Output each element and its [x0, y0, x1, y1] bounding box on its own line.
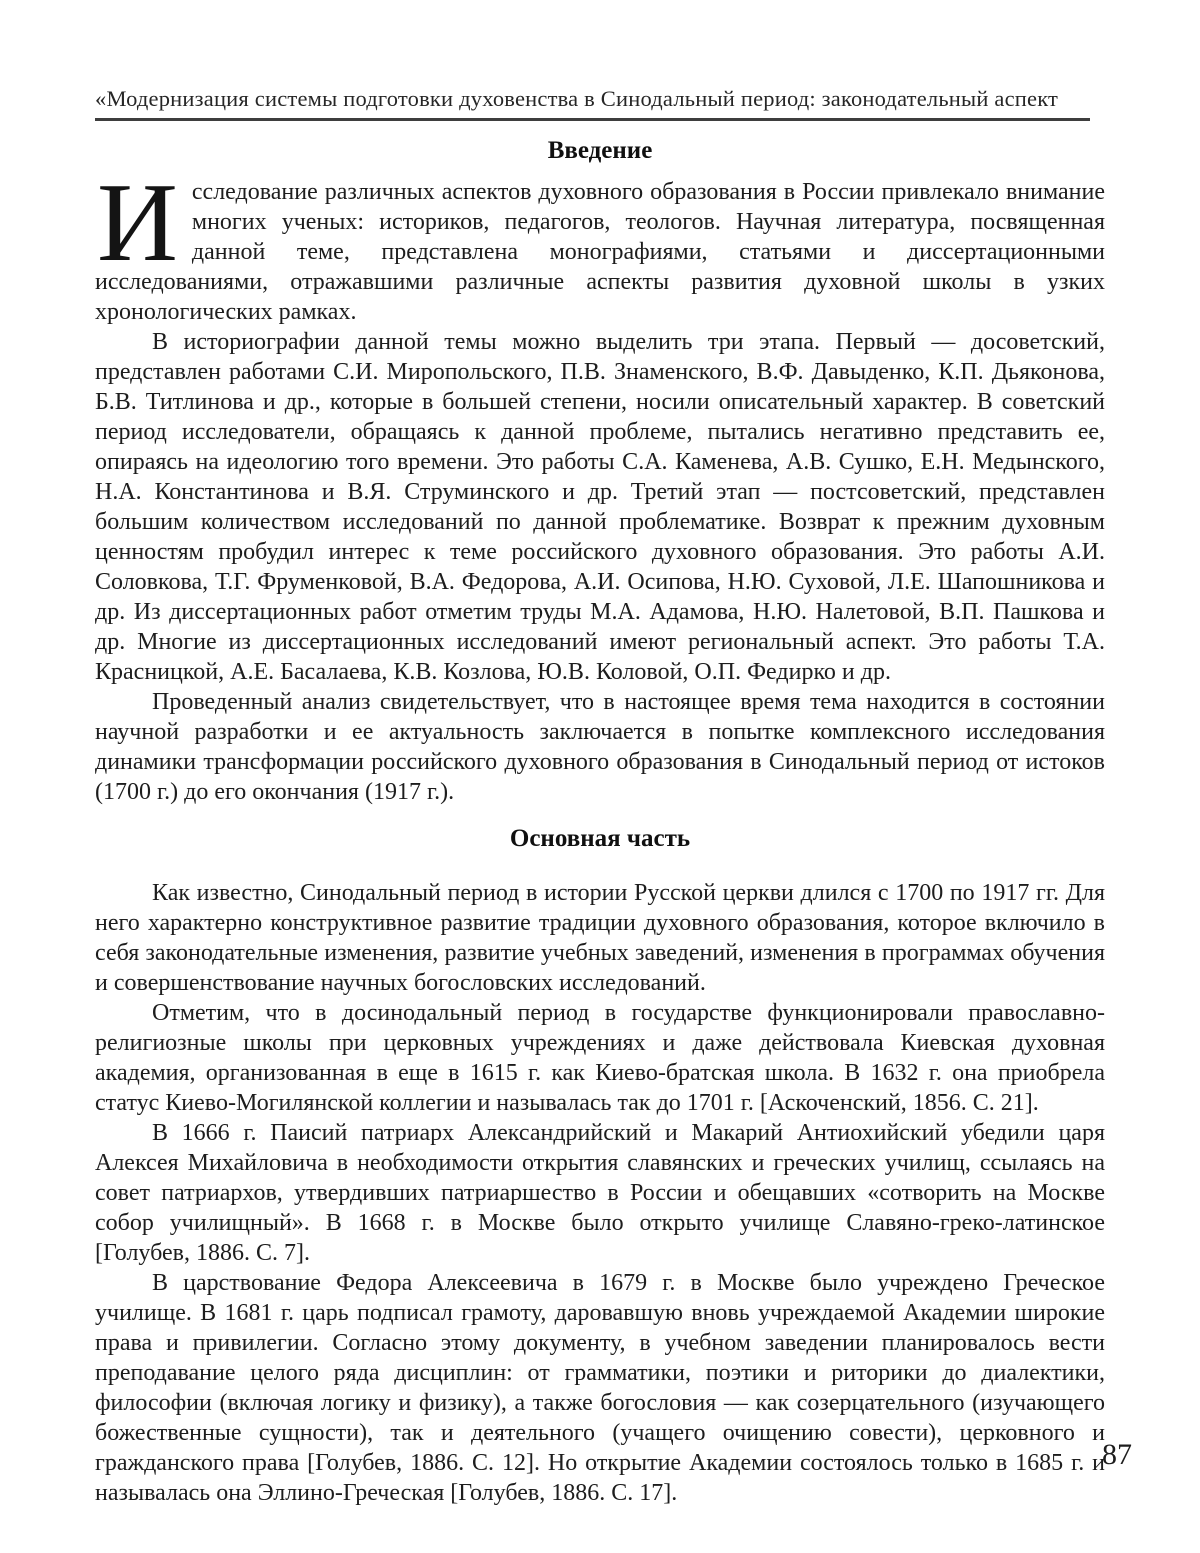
paragraph: Как известно, Синодальный период в истории Русской церкви длился с 1700 по 1917 гг. Для него характерно конструктивное развитие традиции духовного образования, которое включило в себя законодательные изменения, развитие учебных заведений, изменения в программах обучения и совершенствование научных богословских исследований. — [95, 880, 1105, 996]
running-header: «Модернизация системы подготовки духовенства в Синодальный период: законодательный аспект — [95, 86, 1059, 111]
paragraph: Проведенный анализ свидетельствует, что в настоящее время тема находится в состоянии научной разработки и ее актуальность заключается в попытке комплексного исследования динамики трансформации российского духовного образования в Синодальный период от истоков (1700 г.) до его окончания (1917 г.). — [95, 689, 1105, 805]
paragraph: В историографии данной темы можно выделить три этапа. Первый — досоветский, представлен работами С.И. Миропольского, П.В. Знаменского, В.Ф. Давыденко, К.П. Дьяконова, Б.В. Титлинова и др., которые в большей степени, носили описательный характер. В советский период исследователи, обращаясь к данной проблеме, пытались негативно представить ее, опираясь на идеологию того времени. Это работы С.А. Каменева, А.В. Сушко, Е.Н. Медынского, Н.А. Константинова и В.Я. Струминского и др. Третий этап — постсоветский, представлен большим количеством исследований по данной проблематике. Возврат к прежним духовным ценностям пробудил интерес к теме российского духовного образования. Это работы А.И. Соловкова, Т.Г. Фруменковой, В.А. Федорова, А.И. Осипова, Н.Ю. Суховой, Л.Е. Шапошникова и др. Из диссертационных работ отметим труды М.А. Адамова, Н.Ю. Налетовой, В.П. Пашкова и др. Многие из диссертационных исследований имеют региональный аспект. Это работы Т.А. Красницкой, А.Е. Басалаева, К.В. Козлова, Ю.В. Коловой, О.П. Федирко и др. — [95, 329, 1105, 685]
drop-cap: И — [97, 161, 178, 285]
section-heading-main-part: Основная часть — [509, 825, 691, 852]
paragraph — [95, 161, 1105, 327]
paragraph: Отметим, что в досинодальный период в государстве функционировали православно-религиозные школы при церковных учреждениях и даже действовала Киевская духовная академия, организованная в еще в 1615 г. как Киево-братская школа. В 1632 г. она приобрела статус Киево-Могилянской коллегии и называлась так до 1701 г. [Аскоченский, 1856. С. 21]. — [95, 1000, 1105, 1116]
page-number: 87 — [1102, 1438, 1132, 1471]
header-rule — [95, 118, 1090, 121]
page-content — [95, 86, 1105, 1508]
paragraph: В царствование Федора Алексеевича в 1679 г. в Москве было учреждено Греческое училище. В 1681 г. царь подписал грамоту, даровавшую вновь учреждаемой Академии широкие права и привилегии. Согласно этому документу, в учебном заведении планировалось вести преподавание целого ряда дисциплин: от грамматики, поэтики и риторики до диалектики, философии (включая логику и физику), а также богословия — как созерцательного (изучающего божественные сущности), так и деятельного (учащего очищению совести), церковного и гражданского права [Голубев, 1886. С. 12]. Но открытие Академии состоялось только в 1685 г. и называлась она Эллино-Греческая [Голубев, 1886. С. 17]. — [95, 1270, 1105, 1506]
paragraph-text: сследование различных аспектов духовного образования в России привлекало внимание многих ученых: историков, педагогов, теологов. Научная литература, посвященная данной теме, представлена монографиями, статьями и диссертационными исследованиями, отражавшими различные аспекты развития духовной школы в узких хронологических рамках. — [95, 179, 1105, 325]
paragraph: В 1666 г. Паисий патриарх Александрийский и Макарий Антиохийский убедили царя Алексея Михайловича в необходимости открытия славянских и греческих училищ, ссылаясь на совет патриархов, утвердивших патриаршество в России и обещавших «сотворить на Москве собор училищный». В 1668 г. в Москве было открыто училище Славяно-греко-латинское [Голубев, 1886. С. 7]. — [95, 1120, 1105, 1266]
section-heading-introduction: Введение — [547, 137, 653, 164]
